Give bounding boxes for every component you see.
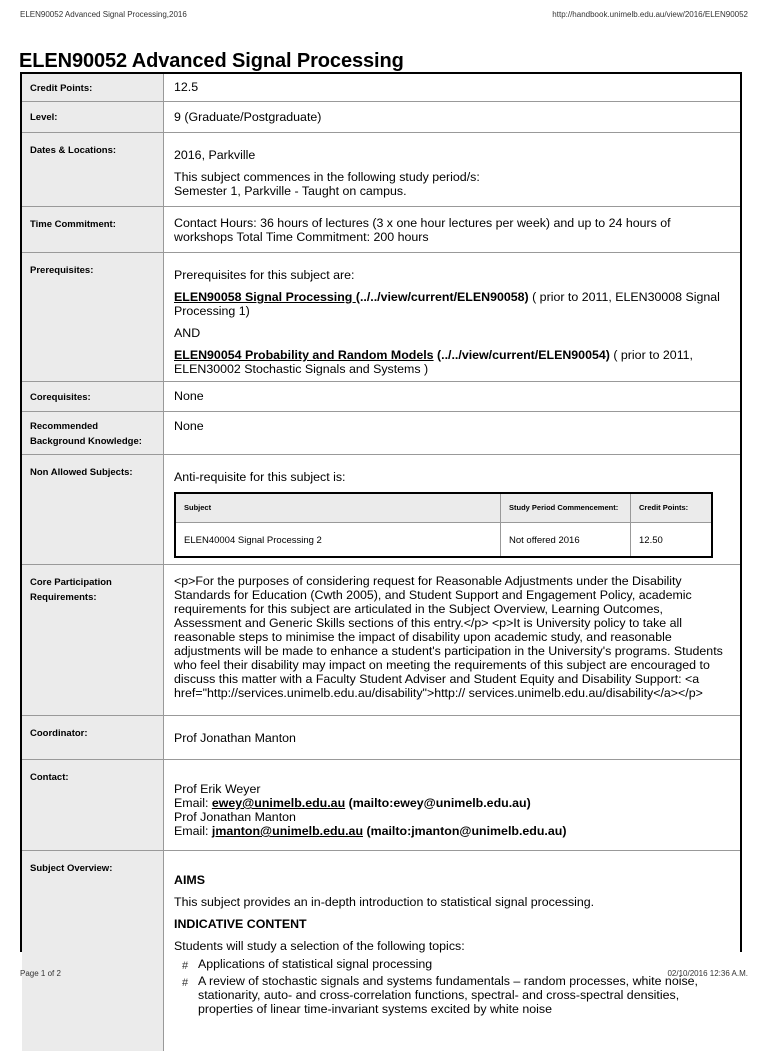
label-core-participation: Core Participation Requirements: bbox=[22, 565, 164, 715]
prereq-link-elen90058[interactable]: ELEN90058 Signal Processing bbox=[174, 290, 356, 304]
prereq-and: AND bbox=[174, 326, 201, 340]
value-background-knowledge: None bbox=[174, 419, 204, 433]
page-header-url: http://handbook.unimelb.edu.au/view/2016/ELEN90052 bbox=[552, 10, 748, 19]
prereq-item-2 bbox=[174, 348, 730, 376]
prereq-item-1 bbox=[174, 290, 730, 318]
prereq-intro: Prerequisites for this subject are: bbox=[174, 268, 355, 282]
contact-email-ref-1: (mailto:ewey@unimelb.edu.au) bbox=[345, 796, 531, 810]
row-prerequisites bbox=[22, 253, 740, 382]
antireq-cell-credit: 12.50 bbox=[639, 535, 663, 546]
overview-aims-heading: AIMS bbox=[174, 873, 205, 887]
row-credit-points bbox=[22, 74, 740, 102]
contact-email-ref-2: (mailto:jmanton@unimelb.edu.au) bbox=[363, 824, 567, 838]
value-time-commitment: Contact Hours: 36 hours of lectures (3 x one hour lectures per week) and up to 24 hours of workshops Total Time Commitment: 200 hours bbox=[174, 216, 671, 244]
antireq-header-period: Study Period Commencement: bbox=[501, 494, 631, 522]
prereq-note-2: ( prior to 2011, ELEN30002 Stochastic Signals and Systems ) bbox=[174, 348, 693, 376]
label-corequisites: Corequisites: bbox=[22, 382, 164, 411]
contact-name-2: Prof Jonathan Manton bbox=[174, 810, 296, 824]
value-subject-overview bbox=[164, 851, 740, 1051]
overview-topics-list bbox=[174, 957, 730, 1016]
dates-study-period-intro: This subject commences in the following study period/s: bbox=[174, 170, 480, 184]
row-corequisites bbox=[22, 382, 740, 412]
label-subject-overview: Subject Overview: bbox=[22, 851, 164, 1051]
dates-year-campus: 2016, Parkville bbox=[174, 148, 256, 162]
prereq-link-elen90054[interactable]: ELEN90054 Probability and Random Models bbox=[174, 348, 434, 362]
contact-email-link-2[interactable]: jmanton@unimelb.edu.au bbox=[211, 824, 364, 838]
antireq-cell-subject: ELEN40004 Signal Processing 2 bbox=[176, 523, 501, 556]
table-row bbox=[176, 523, 711, 556]
row-level bbox=[22, 102, 740, 133]
value-prerequisites bbox=[164, 253, 740, 381]
page-header-title: ELEN90052 Advanced Signal Processing,2016 bbox=[20, 10, 187, 19]
overview-content-heading: INDICATIVE CONTENT bbox=[174, 917, 307, 931]
row-background-knowledge bbox=[22, 412, 740, 455]
row-time-commitment bbox=[22, 207, 740, 253]
page-title: ELEN90052 Advanced Signal Processing bbox=[19, 50, 404, 72]
value-coordinator: Prof Jonathan Manton bbox=[174, 731, 296, 745]
dates-semester: Semester 1, Parkville - Taught on campus. bbox=[174, 184, 407, 198]
label-contact: Contact: bbox=[22, 760, 164, 850]
topic-text: A review of stochastic signals and systems fundamentals – random processes, white noise, stationarity, auto- and cross-correlation functions, spectral- and cross-spectral densities, properties of linear time-invariant systems excited by white noise bbox=[198, 974, 698, 1016]
contact-email-prefix-2: Email: bbox=[174, 824, 212, 838]
list-item bbox=[174, 957, 730, 971]
row-subject-overview bbox=[22, 851, 740, 1051]
contact-email-line-2 bbox=[174, 824, 730, 838]
prereq-ref-elen90054: (../../view/current/ELEN90054) bbox=[437, 348, 610, 362]
label-coordinator: Coordinator: bbox=[22, 716, 164, 759]
print-timestamp: 02/10/2016 12:36 A.M. bbox=[667, 969, 748, 978]
label-non-allowed-subjects: Non Allowed Subjects: bbox=[22, 455, 164, 564]
value-corequisites: None bbox=[174, 389, 204, 403]
label-time-commitment: Time Commitment: bbox=[22, 207, 164, 252]
antireq-intro: Anti-requisite for this subject is: bbox=[174, 470, 346, 484]
row-contact bbox=[22, 760, 740, 851]
label-level: Level: bbox=[22, 102, 164, 132]
row-dates-locations bbox=[22, 133, 740, 207]
row-coordinator bbox=[22, 716, 740, 760]
contact-name-1: Prof Erik Weyer bbox=[174, 782, 261, 796]
antireq-table bbox=[174, 492, 713, 558]
overview-content-intro: Students will study a selection of the following topics: bbox=[174, 939, 465, 953]
prereq-ref-elen90058: (../../view/current/ELEN90058) bbox=[355, 290, 529, 304]
label-dates-locations: Dates & Locations: bbox=[22, 133, 164, 206]
hash-bullet-icon: # bbox=[182, 960, 189, 972]
value-non-allowed-subjects bbox=[164, 455, 740, 564]
list-item bbox=[174, 974, 730, 1016]
value-level: 9 (Graduate/Postgraduate) bbox=[174, 110, 322, 124]
value-dates-locations bbox=[164, 133, 740, 206]
hash-bullet-icon: # bbox=[182, 977, 189, 989]
antireq-header-credit: Credit Points: bbox=[639, 503, 689, 512]
overview-aims-text: This subject provides an in-depth introduction to statistical signal processing. bbox=[174, 895, 595, 909]
value-contact bbox=[164, 760, 740, 850]
contact-email-line-1 bbox=[174, 796, 730, 810]
antireq-table-header bbox=[176, 494, 711, 523]
antireq-header-subject: Subject bbox=[176, 494, 501, 522]
prereq-note-1: ( prior to 2011, ELEN30008 Signal Processing 1) bbox=[174, 290, 720, 318]
page-number: Page 1 of 2 bbox=[20, 969, 61, 978]
antireq-cell-period: Not offered 2016 bbox=[501, 523, 631, 556]
label-background-knowledge: Recommended Background Knowledge: bbox=[22, 412, 164, 454]
topic-text: Applications of statistical signal processing bbox=[198, 957, 433, 971]
row-core-participation bbox=[22, 565, 740, 716]
value-core-participation: <p>For the purposes of considering request for Reasonable Adjustments under the Disability Standards for Education (Cwth 2005), and Student Support and Engagement Policy, academic requirements for this subject are articulated in the Subject Overview, Learning Outcomes, Assessment and Generic Skills sections of this entry.</p> <p>It is University policy to take all reasonable steps to minimise the impact of disability upon academic study, and reasonable adjustments will be made to enhance a student's participation in the University's programs. Students who feel their disability may impact on meeting the requirements of this subject are encouraged to discuss this matter with a Faculty Student Adviser and Student Equity and Disability Support: <a href="http://services.unimelb.edu.au/disability">http:// services.unimelb.edu.au/disability</a></p> bbox=[174, 574, 723, 700]
contact-email-link-1[interactable]: ewey@unimelb.edu.au bbox=[211, 796, 346, 810]
label-credit-points: Credit Points: bbox=[22, 74, 164, 101]
value-credit-points: 12.5 bbox=[174, 80, 199, 94]
label-prerequisites: Prerequisites: bbox=[22, 253, 164, 381]
contact-email-prefix-1: Email: bbox=[174, 796, 212, 810]
row-non-allowed-subjects bbox=[22, 455, 740, 565]
